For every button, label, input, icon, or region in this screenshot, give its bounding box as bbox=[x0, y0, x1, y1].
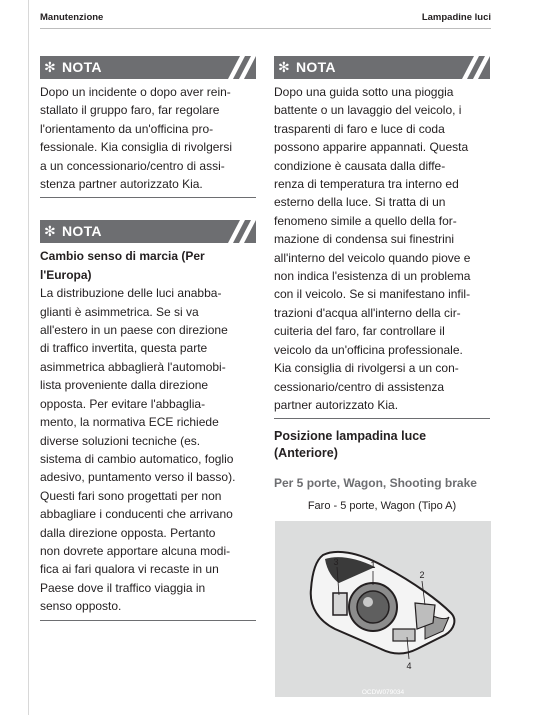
text-line: opposta. Per evitare l'abbaglia- bbox=[40, 396, 206, 411]
text-line: fica ai fari qualora vi recaste in un bbox=[40, 562, 219, 577]
text-line: cuiteria del faro, far controllare il bbox=[274, 324, 445, 339]
headlamp-figure bbox=[275, 521, 491, 697]
note-header bbox=[40, 220, 256, 243]
double-slash-icon bbox=[214, 220, 256, 243]
text-line: (Anteriore) bbox=[274, 446, 338, 460]
text-line: mazione di condensa sui finestrini bbox=[274, 232, 455, 247]
text-line: veicolo da un'officina professionale. bbox=[274, 342, 463, 357]
asterisk-icon: ✻ bbox=[278, 59, 290, 75]
text-line: Posizione lampadina luce bbox=[274, 429, 427, 443]
text-line: all'estero in un paese con direzione bbox=[40, 323, 228, 338]
note-header bbox=[274, 56, 490, 79]
text-line: non indica l'esistenza di un problema bbox=[274, 269, 471, 284]
section-subtitle: Per 5 porte, Wagon, Shooting brake bbox=[274, 476, 477, 490]
text-line: esterno della luce. Si tratta di un bbox=[274, 195, 446, 210]
note-title: NOTA bbox=[62, 223, 102, 240]
text-line: fenomeno simile a quello della for- bbox=[274, 213, 457, 228]
text-line: renza di temperatura tra interno ed bbox=[274, 177, 459, 192]
header-section: Manutenzione bbox=[40, 12, 104, 23]
text-line: l'Europa) bbox=[40, 267, 92, 282]
callout-3: 3 bbox=[333, 557, 339, 567]
note-block-1 bbox=[40, 56, 256, 198]
note-body bbox=[40, 284, 256, 620]
text-line: abbagliare i conducenti che arrivano bbox=[40, 507, 233, 522]
text-line: battente o un lavaggio del veicolo, i bbox=[274, 103, 462, 118]
text-line: trasparenti di faro e luce di coda bbox=[274, 121, 445, 136]
text-line: adesivo, puntamento verso il basso). bbox=[40, 470, 236, 485]
text-line: Questi fari sono progettati per non bbox=[40, 488, 222, 503]
figure-caption: Faro - 5 porte, Wagon (Tipo A) bbox=[307, 500, 457, 512]
header-rule bbox=[40, 28, 491, 29]
note-body bbox=[274, 79, 490, 419]
left-column bbox=[40, 56, 256, 621]
text-line: sistema di cambio automatico, foglio bbox=[40, 451, 234, 466]
text-line: stallato il gruppo faro, far regolare bbox=[40, 103, 220, 118]
text-line: non dovrete apportare alcuna modi- bbox=[40, 543, 231, 558]
text-line: di traffico invertita, questa parte bbox=[40, 341, 208, 356]
headlamp-illustration bbox=[275, 521, 491, 697]
text-line: senso opposto. bbox=[40, 599, 122, 614]
text-line: con il veicolo. Se si manifestano infil- bbox=[274, 287, 471, 302]
note-block-3 bbox=[274, 56, 490, 419]
text-line: asimmetrica abbaglierà l'automobi- bbox=[40, 359, 226, 374]
note-block-2 bbox=[40, 220, 256, 620]
text-line: Dopo una guida sotto una pioggia bbox=[274, 85, 454, 99]
text-line: cessionario/centro di assistenza bbox=[274, 379, 445, 394]
header-topic: Lampadine luci bbox=[421, 12, 491, 23]
text-line: trazioni d'acqua all'interno della cir- bbox=[274, 305, 461, 320]
text-line: dalla direzione opposta. Pertanto bbox=[40, 525, 216, 540]
text-line: Kia consiglia di rivolgersi a un con- bbox=[274, 361, 459, 376]
note-subtitle bbox=[40, 243, 256, 284]
note-title: NOTA bbox=[62, 59, 102, 75]
double-slash-icon bbox=[448, 56, 490, 79]
text-line: Dopo un incidente o dopo aver rein- bbox=[40, 85, 231, 99]
text-line: partner autorizzato Kia. bbox=[274, 397, 399, 412]
text-line: possono apparire appannati. Questa bbox=[274, 140, 469, 155]
note-title: NOTA bbox=[296, 59, 336, 75]
right-column bbox=[274, 56, 490, 419]
text-line: all'interno del veicolo quando piove e bbox=[274, 250, 471, 265]
note-header bbox=[40, 56, 256, 79]
text-line: l'orientamento da un'officina pro- bbox=[40, 121, 214, 136]
figure-code: OCDW079034 bbox=[361, 689, 405, 696]
section-title bbox=[274, 428, 494, 462]
text-line: mento, la normativa ECE richiede bbox=[40, 415, 219, 430]
note-body bbox=[40, 79, 256, 198]
callout-4: 4 bbox=[406, 661, 412, 671]
callout-2: 2 bbox=[419, 570, 425, 580]
text-line: stenza partner autorizzato Kia. bbox=[40, 177, 203, 192]
text-line: Paese dove il traffico viaggia in bbox=[40, 580, 206, 595]
asterisk-icon: ✻ bbox=[44, 223, 56, 240]
callout-1: 1 bbox=[370, 560, 376, 570]
asterisk-icon: ✻ bbox=[44, 59, 56, 75]
double-slash-icon bbox=[214, 56, 256, 79]
page-edge-line bbox=[28, 0, 29, 715]
text-line: condizione è causata dalla diffe- bbox=[274, 158, 446, 173]
text-line: lista proveniente dalla direzione bbox=[40, 378, 209, 393]
text-line: glianti è asimmetrica. Se si va bbox=[40, 304, 199, 319]
text-line: a un concessionario/centro di assi- bbox=[40, 158, 225, 173]
text-line: Cambio senso di marcia (Per bbox=[40, 249, 205, 264]
text-line: La distribuzione delle luci anabba- bbox=[40, 286, 222, 301]
text-line: fessionale. Kia consiglia di rivolgersi bbox=[40, 140, 233, 155]
text-line: diverse soluzioni tecniche (es. bbox=[40, 433, 201, 448]
